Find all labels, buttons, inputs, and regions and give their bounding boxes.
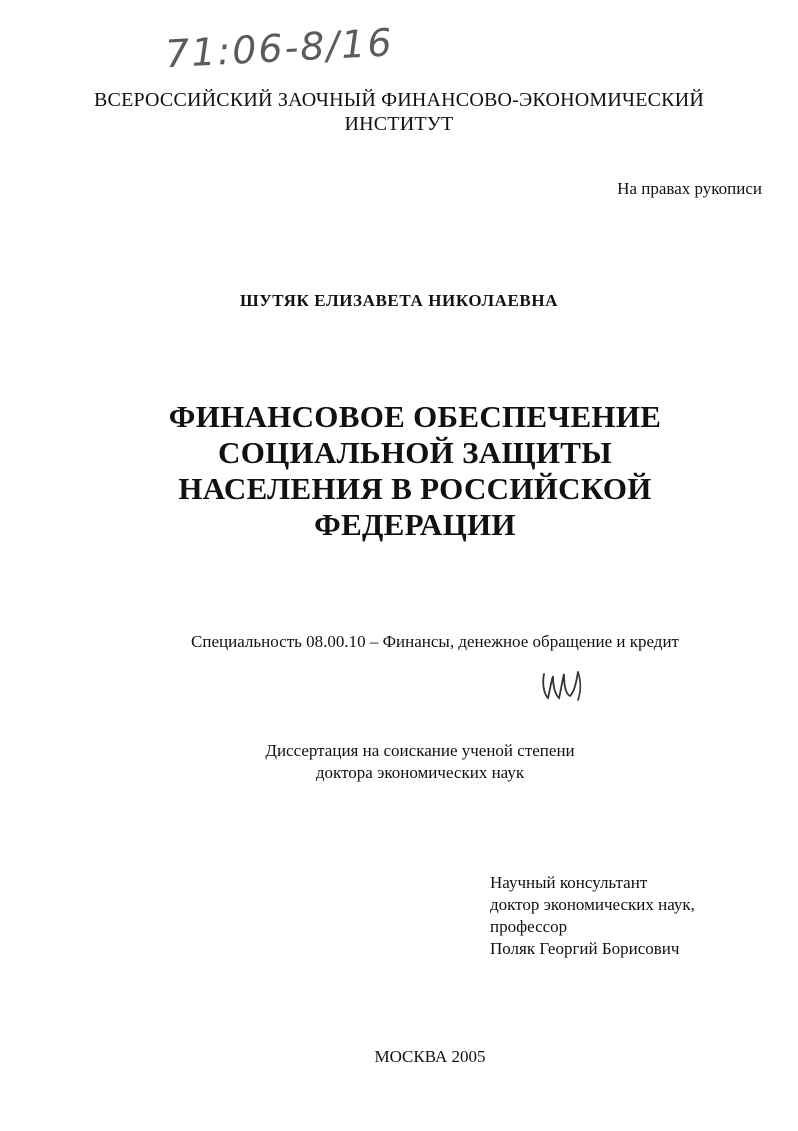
title-line-1: ФИНАНСОВОЕ ОБЕСПЕЧЕНИЕ xyxy=(168,399,662,434)
advisor-line-4: Поляк Георгий Борисович xyxy=(490,939,680,958)
title-line-2: СОЦИАЛЬНОЙ ЗАЩИТЫ xyxy=(218,435,612,470)
institute-line-2: ИНСТИТУТ xyxy=(344,113,454,135)
handwritten-catalog-code: 71:06-8/16 xyxy=(164,20,395,77)
title-line-4: ФЕДЕРАЦИИ xyxy=(314,507,516,542)
city-and-year: МОСКВА 2005 xyxy=(374,1047,486,1066)
advisor-line-3: профессор xyxy=(490,917,568,936)
author-name: ШУТЯК ЕЛИЗАВЕТА НИКОЛАЕВНА xyxy=(239,291,559,310)
institute-line-1: ВСЕРОССИЙСКИЙ ЗАОЧНЫЙ ФИНАНСОВО-ЭКОНОМИЧЕСКИЙ xyxy=(93,89,704,111)
scientific-advisor-block xyxy=(490,872,780,960)
specialty-line: Специальность 08.00.10 – Финансы, денежное обращение и кредит xyxy=(191,632,679,651)
dissertation-line-1: Диссертация на соискание ученой степени xyxy=(265,741,575,760)
dissertation-title xyxy=(150,399,680,543)
advisor-line-1: Научный консультант xyxy=(490,873,648,892)
dissertation-line-2: доктора экономических наук xyxy=(315,763,525,782)
title-line-3: НАСЕЛЕНИЯ В РОССИЙСКОЙ xyxy=(178,471,652,506)
dissertation-degree-statement xyxy=(235,740,605,784)
advisor-line-2: доктор экономических наук, xyxy=(490,895,695,914)
manuscript-rights-note: На правах рукописи xyxy=(617,179,762,198)
institute-name xyxy=(60,88,738,136)
handwritten-initials-signature xyxy=(538,666,608,706)
